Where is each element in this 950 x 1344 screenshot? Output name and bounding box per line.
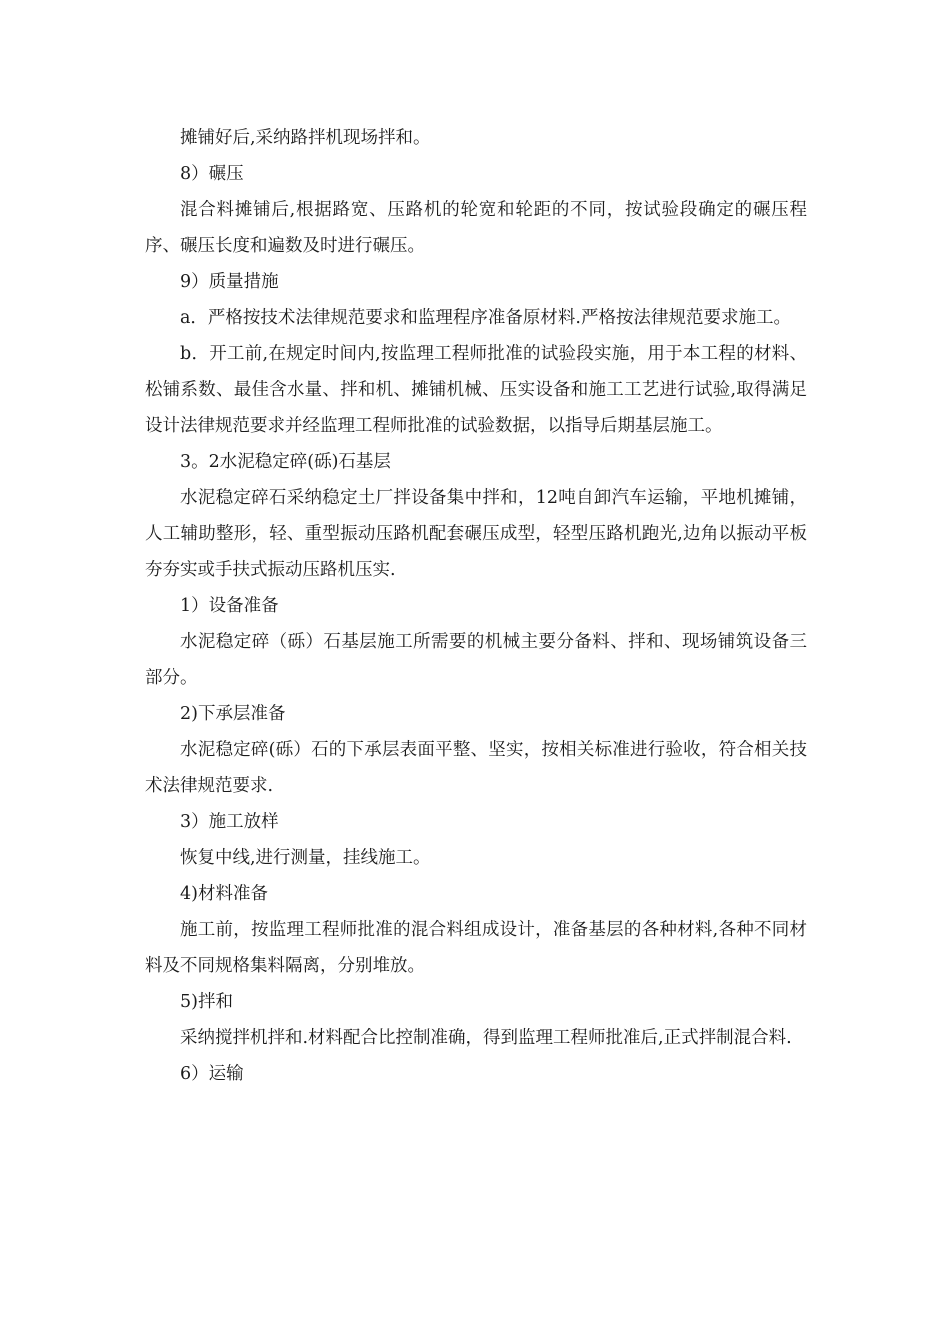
paragraph-material-prep: 施工前，按监理工程师批准的混合料组成设计，准备基层的各种材料,各种不同材料及不同规格集料隔离，分别堆放。 (145, 920, 807, 976)
paragraph-sublayer-prep: 水泥稳定碎(砾）石的下承层表面平整、坚实，按相关标准进行验收，符合相关技术法律规范要求. (145, 740, 807, 796)
heading-transport: 6）运输 (180, 1064, 244, 1084)
paragraph-quality-a: a．严格按技术法律规范要求和监理程序准备原材料.严格按法律规范要求施工。 (180, 308, 791, 328)
heading-material-prep: 4)材料准备 (180, 884, 268, 904)
paragraph-mixing: 采纳搅拌机拌和.材料配合比控制准确，得到监理工程师批准后,正式拌制混合料. (180, 1028, 792, 1048)
heading-equipment-prep: 1）设备准备 (180, 596, 279, 616)
paragraph-staking-out: 恢复中线,进行测量，挂线施工。 (180, 848, 431, 868)
heading-quality-measures: 9）质量措施 (180, 272, 279, 292)
heading-sublayer-prep: 2)下承层准备 (180, 704, 286, 724)
paragraph-spreading-done: 摊铺好后,采纳路拌机现场拌和。 (180, 128, 431, 148)
paragraph-quality-b: b．开工前,在规定时间内,按监理工程师批准的试验段实施，用于本工程的材料、松铺系数、最佳含水量、拌和机、摊铺机械、压实设备和施工工艺进行试验,取得满足设计法律规范要求并经监理工程师批准的试验数据，以指导后期基层施工。 (145, 344, 807, 436)
heading-compaction: 8）碾压 (180, 164, 244, 184)
heading-mixing: 5)拌和 (180, 992, 233, 1012)
paragraph-equipment-prep: 水泥稳定碎（砾）石基层施工所需要的机械主要分备料、拌和、现场铺筑设备三部分。 (145, 632, 807, 688)
paragraph-compaction: 混合料摊铺后,根据路宽、压路机的轮宽和轮距的不同，按试验段确定的碾压程序、碾压长度和遍数及时进行碾压。 (145, 200, 807, 256)
paragraph-cement-base-intro: 水泥稳定碎石采纳稳定土厂拌设备集中拌和，12吨自卸汽车运输，平地机摊铺，人工辅助整形，轻、重型振动压路机配套碾压成型，轻型压路机跑光,边角以振动平板夯夯实或手扶式振动压路机压实. (145, 488, 807, 580)
document-body (145, 120, 807, 1092)
heading-staking-out: 3）施工放样 (180, 812, 279, 832)
section-heading-cement-base: 3。2水泥稳定碎(砾)石基层 (180, 452, 391, 472)
